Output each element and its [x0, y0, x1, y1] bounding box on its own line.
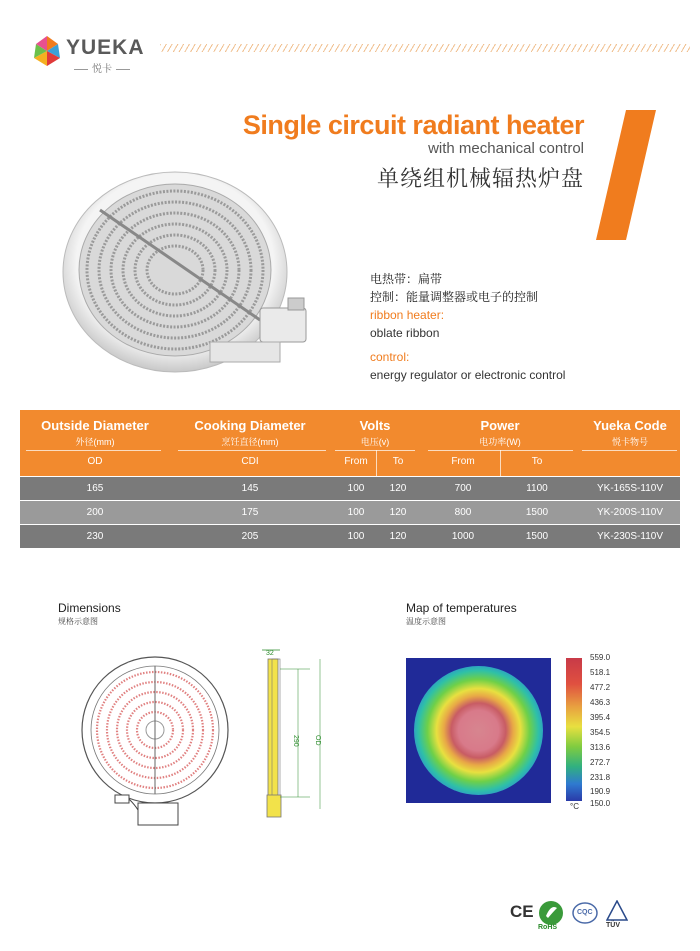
cell-code: YK-200S-110V	[597, 507, 663, 518]
scale-label: 477.2	[590, 683, 611, 692]
scale-label: 272.7	[590, 758, 611, 767]
cell-code: YK-230S-110V	[597, 531, 663, 542]
scale-label: 190.9	[590, 787, 611, 796]
subheader-volts-to: To	[392, 456, 404, 467]
table-row	[20, 524, 680, 548]
cell-power-from: 700	[454, 483, 472, 494]
decorative-slash	[596, 110, 656, 240]
certification-badges	[510, 900, 680, 930]
col-header-code: Yueka Code 悦卡物号	[593, 418, 667, 447]
cell-volts-from: 100	[347, 483, 365, 494]
side-dim-outer-label: OD	[314, 735, 321, 746]
subheader-power-to: To	[531, 456, 543, 467]
cqc-label: CQC	[577, 909, 593, 916]
page-title-cn: 单绕组机械辐热炉盘	[376, 166, 584, 191]
cell-power-to: 1100	[526, 483, 548, 494]
cell-power-to: 1500	[525, 531, 549, 542]
cell-volts-to: 120	[389, 483, 407, 494]
cell-od: 200	[86, 507, 104, 518]
product-photo	[60, 170, 330, 385]
scale-label: 518.1	[590, 668, 611, 677]
temperature-map	[406, 658, 551, 803]
rohs-icon	[538, 900, 564, 926]
spec-control-heading: control:	[370, 350, 410, 364]
scale-label: 559.0	[590, 653, 611, 662]
scale-label: 436.3	[590, 698, 611, 707]
brand-name: YUEKA	[66, 36, 145, 59]
cell-volts-to: 120	[389, 531, 407, 542]
temperature-unit: °C	[570, 802, 579, 811]
scale-label: 395.4	[590, 713, 611, 722]
brand-sub: 悦卡	[70, 60, 134, 75]
table-header	[20, 410, 680, 476]
header-rule	[160, 44, 690, 52]
page-title: Single circuit radiant heater	[242, 110, 584, 140]
header-vdivider	[500, 450, 501, 476]
col-header-cooking-diameter: Cooking Diameter 烹饪直径(mm)	[194, 418, 306, 447]
cell-power-from: 800	[454, 507, 472, 518]
cell-od: 165	[86, 483, 104, 494]
tuv-icon	[606, 900, 628, 922]
spec-cn-ribbon: 电热带：扁带	[370, 272, 443, 286]
top-view-diagram	[80, 655, 230, 830]
brand-logo-icon	[30, 34, 64, 68]
header-divider	[178, 450, 326, 451]
col-header-volts: Volts 电压(v)	[359, 418, 391, 447]
subheader-cdi: CDI	[241, 456, 259, 467]
cell-od: 230	[86, 531, 104, 542]
scale-label: 354.5	[590, 728, 611, 737]
spec-cn-control: 控制：能量调整器或电子的控制	[370, 290, 539, 304]
header-divider	[26, 450, 161, 451]
temperature-scale-bar	[566, 658, 582, 801]
spec-ribbon-heading: ribbon heater:	[370, 308, 445, 322]
cell-power-to: 1500	[525, 507, 549, 518]
col-header-outside-diameter: Outside Diameter 外径(mm)	[41, 418, 149, 447]
scale-label: 231.8	[590, 773, 611, 782]
spec-ribbon-value: oblate ribbon	[370, 326, 440, 340]
header-divider	[335, 450, 415, 451]
subheader-od: OD	[87, 456, 103, 467]
page-subtitle: with mechanical control	[428, 140, 584, 157]
cell-volts-from: 100	[347, 507, 365, 518]
cell-cdi: 175	[241, 507, 259, 518]
col-header-power: Power 电功率(W)	[479, 418, 521, 447]
cell-power-from: 1000	[451, 531, 475, 542]
dimensions-title: Dimensions	[58, 601, 121, 615]
header-vdivider	[376, 450, 377, 476]
cell-code: YK-165S-110V	[597, 483, 663, 494]
cell-volts-from: 100	[347, 531, 365, 542]
scale-label: 313.6	[590, 743, 611, 752]
cell-cdi: 205	[241, 531, 259, 542]
spec-description	[370, 270, 670, 384]
table-row	[20, 500, 680, 524]
side-dim-inner-label: 290	[292, 735, 299, 747]
subheader-power-from: From	[451, 456, 475, 467]
scale-label: 150.0	[590, 799, 611, 808]
ce-icon: CE	[510, 902, 534, 921]
temperature-subtitle: 温度示意图	[406, 617, 446, 626]
temperature-scale-labels	[590, 653, 630, 809]
table-row	[20, 476, 680, 500]
spec-control-value: energy regulator or electronic control	[370, 368, 566, 382]
temperature-title: Map of temperatures	[406, 601, 517, 615]
cell-cdi: 145	[241, 483, 259, 494]
side-dim-top-label: 32	[266, 650, 274, 657]
subheader-volts-from: From	[344, 456, 368, 467]
temperature-heat-ring	[414, 666, 543, 795]
spec-table	[20, 410, 680, 548]
side-view-diagram	[250, 645, 330, 825]
rohs-label: RoHS	[538, 924, 558, 931]
header-divider	[582, 450, 677, 451]
dimensions-subtitle: 规格示意图	[58, 617, 98, 626]
tuv-label: TÜV	[606, 922, 620, 929]
brand-logo	[30, 30, 160, 76]
cell-volts-to: 120	[389, 507, 407, 518]
